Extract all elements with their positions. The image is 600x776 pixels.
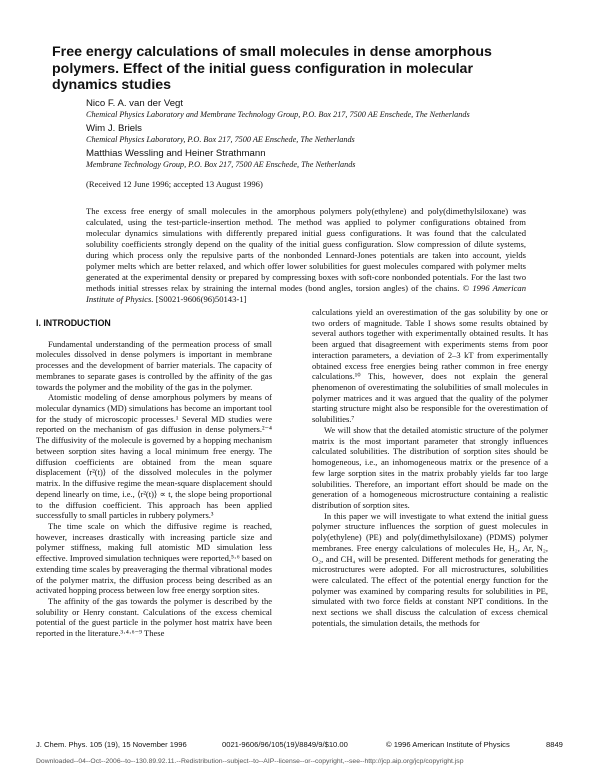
footer-copyright: © 1996 American Institute of Physics [386,740,510,749]
author-name: Wim J. Briels [86,123,142,135]
author-affiliation: Chemical Physics Laboratory and Membrane Technology Group, P.O. Box 217, 7500 AE Enschede, The Netherlands [86,110,470,119]
paragraph: The time scale on which the diffusive regime is reached, however, increases drastically with increasing particle size and polymer stiffness, making full atomistic MD simulation less effective. Improved simulation techniques were reported,⁵·⁶ based on extending time scales by preaveraging the thermal vibrational modes of the polymer matrix, the diffusion process being described as an activated hopping process between low free energy sorption sites. [36,520,272,596]
paragraph: Atomistic modeling of dense amorphous polymers by means of molecular dynamics (MD) simulations has become an important tool for the study of microscopic processes.¹ Several MD studies were reported on the mechanism of gas diffusion in dense polymers.²⁻⁴ The diffusivity of the molecule is governed by a hopping mechanism between sorption sites having a local minimum free energy. The diffusion coefficients are obtained from the mean square displacement ⟨r²(t)⟩ of the dissolved molecules in the polymer matrix. In the diffusive regime the mean-square displacement should depend linearly on time, i.e., ⟨r²(t)⟩ ∝ t, the slope being proportional to the diffusion coefficient. This approach has been applied successfully to small particles in rubbery polymers.³ [36,392,272,521]
journal-citation: J. Chem. Phys. 105 (19), 15 November 1996 [36,740,187,749]
author-block [86,148,526,170]
author-affiliation: Membrane Technology Group, P.O. Box 217, 7500 AE Enschede, The Netherlands [86,160,356,170]
paragraph: We will show that the detailed atomistic structure of the polymer matrix is the most important parameter that strongly influences calculated solubilities. The distribution of sorption sites should be homogeneous, i.e., an inhomogeneous matrix or the presence of a few large sorption sites in the matrix probably yields far too large solubilities. Therefore, an important effort should be made on the generation of a homogeneous microstructure containing a realistic distribution of sorption sites. [312,424,548,510]
abstract-code: [S0021-9606(96)50143-1] [155,294,247,305]
author-name: Nico F. A. van der Vegt [86,98,184,109]
author-name: Matthias Wessling and Heiner Strathmann [86,148,266,160]
paragraph: The affinity of the gas towards the polymer is described by the solubility or Henry constant. Calculations of the excess chemical potential of the guest particle in the polymer host matrix have been reported in the literature.³·⁴·⁶⁻⁹ These [36,595,272,639]
paragraph: Fundamental understanding of the permeation process of small molecules dissolved in dense polymers is important in membrane processes and the development of barrier materials. The capacity of membranes to separate gases is controlled by the affinity of the gas towards the polymer and the mobility of the gas in the polymer. [36,338,272,392]
download-notice: Downloaded--04--Oct--2006--to--130.89.92.11.--Redistribution--subject--to--AIP--license--or--copyright,--see--http://jcp.aip.org/jcp/copyright.jsp [36,758,464,765]
abstract-text: The excess free energy of small molecules in the amorphous polymers poly(ethylene) and poly(dimethylsiloxane) was calculated, using the test-particle-insertion method. The method was applied to polymer configurations obtained from molecular dynamics simulations with differently prepared initial guess configurations. It was found that the calculated solubility coefficients strongly depend on the quality of the initial guess configuration. Slow compression of dilute systems, during which process only the repulsive parts of the nonbonded Lennard-Jones potentials are taken into account, yields polymer melts which are better relaxed, and which offer lower solubilities for guest molecules compared with polymer melts generated at the experimental density or prepared by compressing boxes with soft-core nonbonded potentials. For the last two methods initial stresses relax by straining the internal modes (bond angles, torsion angles) of the chains. [86,206,526,294]
paragraph: In this paper we will investigate to what extend the initial guess polymer structure influences the sorption of guest molecules in poly(ethylene) (PE) and poly(dimethylsiloxane) (PDMS) polymer membranes. Free energy calculations of molecules He, H₂, Ar, N₂, O₂, and CH₄ will be presented. Different methods for generating the microstructures were adopted. For all microstructures, solubilities were calculated. The effect of the potential energy function for the polymer was examined by comparing results for solubilities in PE, simulated with two force fields at constant NPT conditions. In the next sections we shall discuss the calculation of excess chemical potentials, the simulation details, the methods for [312,510,548,628]
author-block [86,123,526,145]
abstract [86,206,526,305]
left-column [36,318,272,639]
author-affiliation: Chemical Physics Laboratory, P.O. Box 217, 7500 AE Enschede, The Netherlands [86,135,355,145]
right-column [312,307,548,629]
received-date: (Received 12 June 1996; accepted 13 August 1996) [86,178,263,189]
page-number: 8849 [546,740,563,749]
abstract-copyright: © 1996 American Institute of Physics. [86,283,527,305]
article-code: 0021-9606/96/105(19)/8849/9/$10.00 [222,740,348,749]
paper-title: Free energy calculations of small molecules in dense amorphous polymers. Effect of the initial guess configuration in molecular dynamics studies [52,44,492,93]
paragraph: calculations yield an overestimation of the gas solubility by one or two orders of magnitude. Table I shows some results obtained by several authors together with experimentally obtained results. It has been argued that disagreement with experiments stems from poor interaction parameters, a deviation of 2–3 kT from experimentally obtained excess free energies being rather common in free energy calculations.¹⁰ This, however, does not explain the general phenomenon of overestimating the solubilities of small molecules in polymer matrices and it was argued that the quality of the polymer starting structure might also be responsible for the overestimation of solubilities.⁷ [312,307,548,425]
author-list [86,98,526,189]
section-heading: I. INTRODUCTION [36,318,111,328]
author-block [86,98,526,120]
